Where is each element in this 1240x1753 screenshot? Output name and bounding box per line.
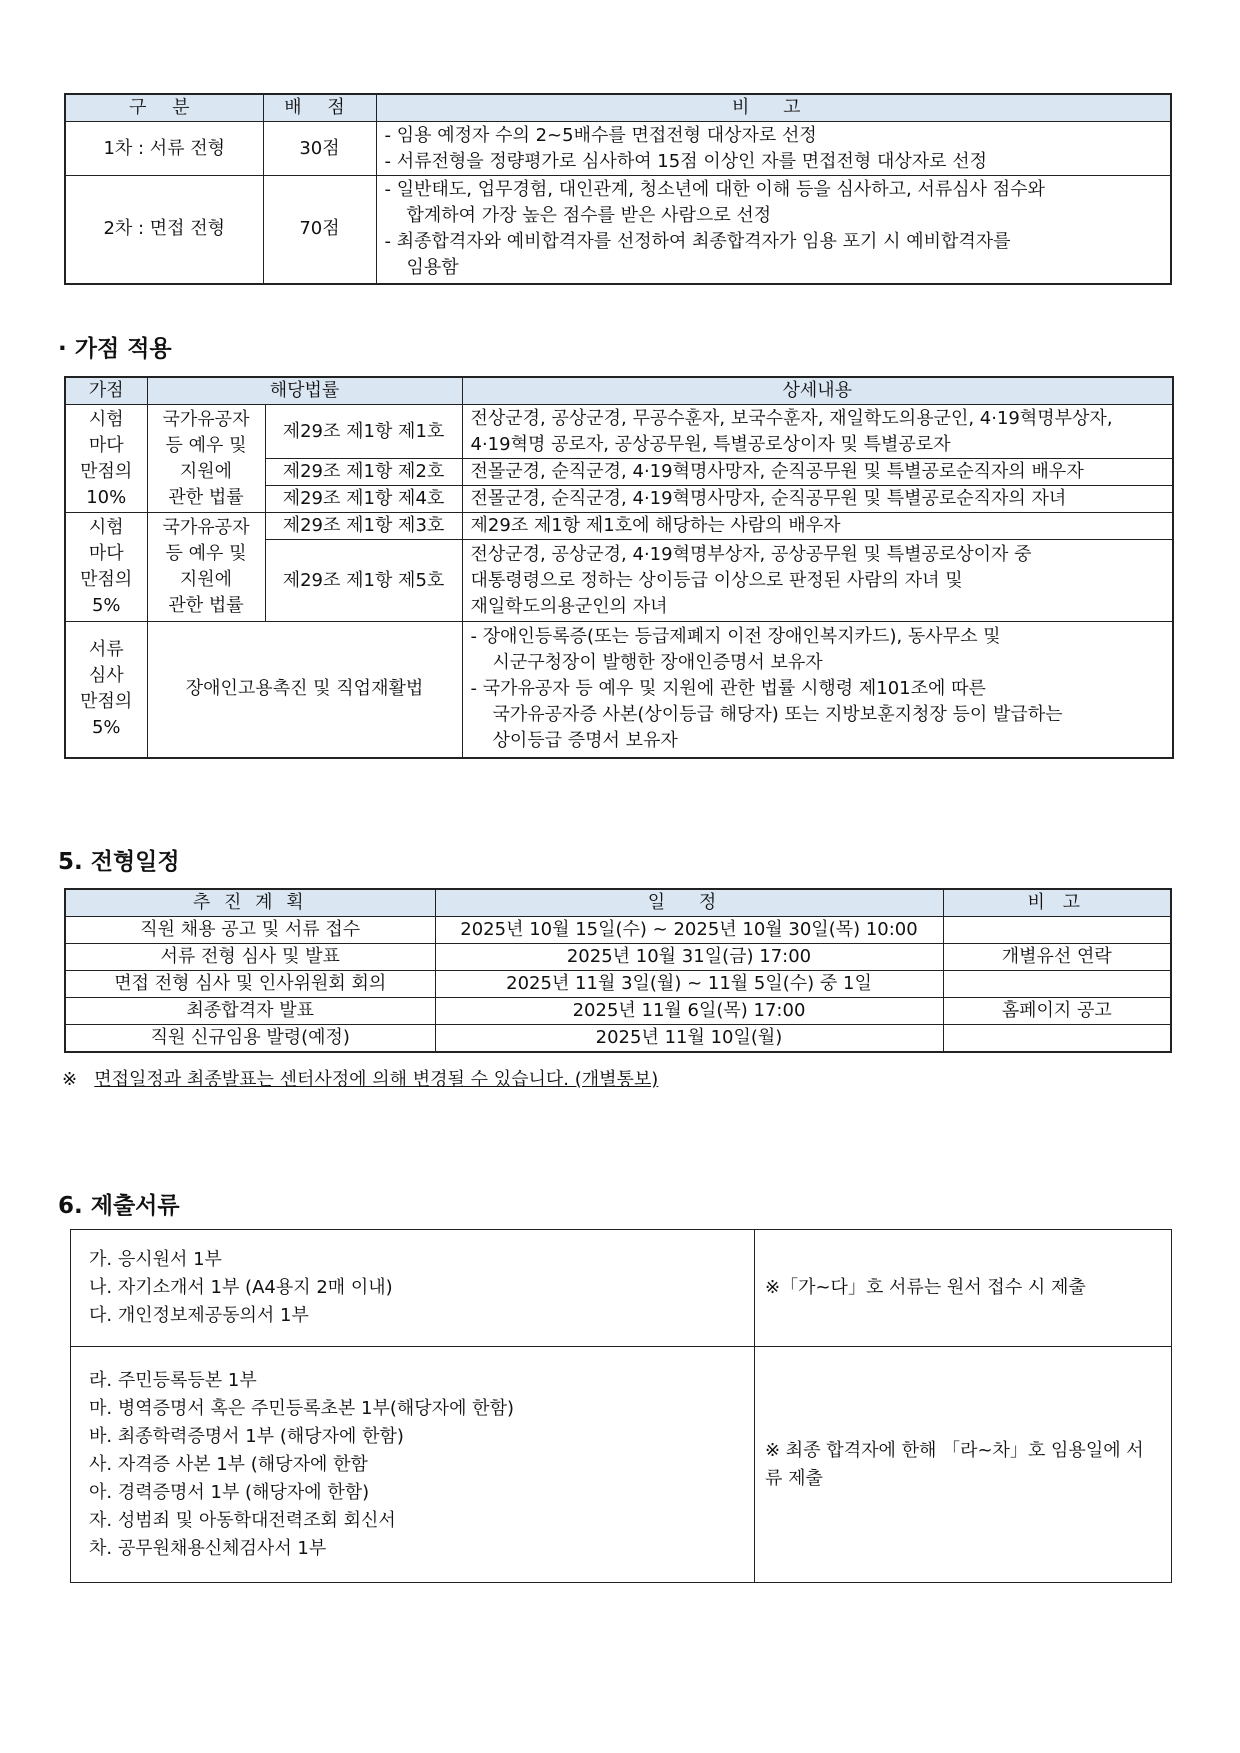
schedule-footnote xyxy=(62,1065,658,1091)
note-cell xyxy=(376,122,1171,176)
detail-cell xyxy=(462,622,1173,758)
col-header: 추 진 계 획 xyxy=(65,889,435,917)
law-cell: 장애인고용촉진 및 직업재활법 xyxy=(147,622,462,758)
law-line: 등 예우 및 xyxy=(165,434,247,456)
note-cell xyxy=(943,1025,1171,1053)
law-line: 지원에 xyxy=(179,460,233,482)
points-line: 서류 xyxy=(88,639,124,661)
bonus-points-cell xyxy=(65,513,147,622)
points-line: 시험 xyxy=(88,517,124,538)
date-cell: 2025년 10월 15일(수) ~ 2025년 10월 30일(목) 10:00 xyxy=(435,917,943,944)
plan-cell: 직원 채용 공고 및 서류 접수 xyxy=(65,917,435,944)
plan-cell: 직원 신규임용 발령(예정) xyxy=(65,1025,435,1053)
col-header: 배 점 xyxy=(263,94,376,122)
law-line: 국가유공자 xyxy=(162,517,250,538)
plan-cell: 면접 전형 심사 및 인사위원회 회의 xyxy=(65,971,435,998)
note-cell xyxy=(376,176,1171,284)
detail-cell xyxy=(462,405,1173,459)
bonus-points-cell xyxy=(65,405,147,513)
note-line: 합계하여 가장 높은 점수를 받은 사람으로 선정 xyxy=(406,205,772,227)
detail-cell: 제29조 제1항 제1호에 해당하는 사람의 배우자 xyxy=(462,513,1173,540)
document-item: 바. 최종학력증명서 1부 (해당자에 한함) xyxy=(89,1425,404,1447)
points-line: 만점의 xyxy=(80,569,133,590)
points-line: 5% xyxy=(91,717,121,739)
score-table xyxy=(64,93,1172,285)
law-cell xyxy=(147,405,265,513)
documents-note-cell: ※ 최종 합격자에 한해 「라~차」호 임용일에 서류 제출 xyxy=(755,1347,1172,1583)
bonus-section-title: · 가점 적용 xyxy=(58,336,172,362)
document-item: 라. 주민등록등본 1부 xyxy=(89,1369,257,1391)
detail-cell xyxy=(462,540,1173,622)
points-line: 마다 xyxy=(88,434,124,456)
documents-list-cell xyxy=(71,1230,755,1347)
law-line: 지원에 xyxy=(179,569,233,590)
points-line: 심사 xyxy=(88,665,124,687)
table-row xyxy=(65,1025,1171,1053)
detail-cell: 전몰군경, 순직군경, 4·19혁명사망자, 순직공무원 및 특별공로순직자의 배우자 xyxy=(462,459,1173,486)
document-item: 아. 경력증명서 1부 (해당자에 한함) xyxy=(89,1481,370,1503)
note-cell xyxy=(943,917,1171,944)
stage-cell: 2차 : 면접 전형 xyxy=(65,176,263,284)
note-line: - 임용 예정자 수의 2~5배수를 면접전형 대상자로 선정 xyxy=(384,124,817,146)
document-item: 차. 공무원채용신체검사서 1부 xyxy=(89,1537,327,1559)
table-row xyxy=(65,944,1171,971)
col-header: 구 분 xyxy=(65,94,263,122)
date-cell: 2025년 11월 10일(월) xyxy=(435,1025,943,1053)
plan-cell: 서류 전형 심사 및 발표 xyxy=(65,944,435,971)
points-line: 시험 xyxy=(88,408,124,430)
points-line: 5% xyxy=(91,595,121,616)
clause-cell: 제29조 제1항 제4호 xyxy=(265,486,462,513)
clause-cell: 제29조 제1항 제1호 xyxy=(265,405,462,459)
stage-cell: 1차 : 서류 전형 xyxy=(65,122,263,176)
document-item: 마. 병역증명서 혹은 주민등록초본 1부(해당자에 한함) xyxy=(89,1397,514,1419)
detail-cell: 전몰군경, 순직군경, 4·19혁명사망자, 순직공무원 및 특별공로순직자의 자녀 xyxy=(462,486,1173,513)
detail-line: 상이등급 증명서 보유자 xyxy=(492,730,678,752)
col-header: 가점 xyxy=(65,377,147,405)
schedule-section-title: 5. 전형일정 xyxy=(58,849,180,875)
detail-line: 시군구청장이 발행한 장애인증명서 보유자 xyxy=(492,652,823,674)
table-row xyxy=(71,1347,1172,1583)
document-item: 나. 자기소개서 1부 (A4용지 2매 이내) xyxy=(89,1277,393,1298)
footnote-mark: ※ xyxy=(62,1069,78,1090)
detail-line: 전상군경, 공상군경, 4·19혁명부상자, 공상공무원 및 특별공로상이자 중 xyxy=(470,543,1032,565)
col-header: 비 고 xyxy=(376,94,1171,122)
points-line: 만점의 xyxy=(80,691,133,713)
date-cell: 2025년 11월 3일(월) ~ 11월 5일(수) 중 1일 xyxy=(435,971,943,998)
footnote-text: 면접일정과 최종발표는 센터사정에 의해 변경될 수 있습니다. (개별통보) xyxy=(94,1069,659,1090)
document-item: 자. 성범죄 및 아동학대전력조회 회신서 xyxy=(89,1509,396,1531)
col-header: 상세내용 xyxy=(462,377,1173,405)
table-row xyxy=(65,513,1173,540)
table-row xyxy=(65,971,1171,998)
note-cell: 홈페이지 공고 xyxy=(943,998,1171,1025)
documents-section-title: 6. 제출서류 xyxy=(58,1193,180,1219)
documents-note-cell: ※「가~다」호 서류는 원서 접수 시 제출 xyxy=(755,1230,1172,1347)
law-cell xyxy=(147,513,265,622)
date-cell: 2025년 10월 31일(금) 17:00 xyxy=(435,944,943,971)
note-cell xyxy=(943,971,1171,998)
document-item: 가. 응시원서 1부 xyxy=(89,1249,222,1270)
note-line: 임용함 xyxy=(406,257,459,279)
note-cell: 개별유선 연락 xyxy=(943,944,1171,971)
documents-list-cell xyxy=(71,1347,755,1583)
score-cell: 30점 xyxy=(263,122,376,176)
score-cell: 70점 xyxy=(263,176,376,284)
col-header: 비 고 xyxy=(943,889,1171,917)
schedule-table xyxy=(64,888,1172,1053)
table-row xyxy=(65,622,1173,758)
clause-cell: 제29조 제1항 제3호 xyxy=(265,513,462,540)
detail-line: - 국가유공자 등 예우 및 지원에 관한 법률 시행령 제101조에 따른 xyxy=(470,678,986,700)
detail-line: - 장애인등록증(또는 등급제폐지 이전 장애인복지카드), 동사무소 및 xyxy=(470,626,1001,648)
law-line: 등 예우 및 xyxy=(165,543,247,564)
points-line: 마다 xyxy=(88,543,124,564)
documents-table xyxy=(70,1229,1172,1583)
table-row xyxy=(65,998,1171,1025)
note-line: - 서류전형을 정량평가로 심사하여 15점 이상인 자를 면접전형 대상자로 선정 xyxy=(384,150,988,172)
detail-line: 대통령령으로 정하는 상이등급 이상으로 판정된 사람의 자녀 및 xyxy=(470,569,963,591)
clause-cell: 제29조 제1항 제5호 xyxy=(265,540,462,622)
detail-line: 전상군경, 공상군경, 무공수훈자, 보국수훈자, 재일학도의용군인, 4·19혁명부상자, xyxy=(470,407,1113,429)
detail-line: 4·19혁명 공로자, 공상공무원, 특별공로상이자 및 특별공로자 xyxy=(470,433,951,455)
col-header: 일 정 xyxy=(435,889,943,917)
note-line: - 일반태도, 업무경험, 대인관계, 청소년에 대한 이해 등을 심사하고, 서류심사 점수와 xyxy=(384,179,1045,201)
detail-line: 재일학도의용군인의 자녀 xyxy=(470,595,668,617)
points-line: 10% xyxy=(86,486,127,508)
law-line: 관한 법률 xyxy=(168,486,244,508)
detail-line: 국가유공자증 사본(상이등급 해당자) 또는 지방보훈지청장 등이 발급하는 xyxy=(492,704,1063,726)
table-row xyxy=(65,405,1173,459)
document-item: 사. 자격증 사본 1부 (해당자에 한함 xyxy=(89,1453,368,1475)
table-row xyxy=(71,1230,1172,1347)
table-row xyxy=(65,122,1171,176)
plan-cell: 최종합격자 발표 xyxy=(65,998,435,1025)
date-cell: 2025년 11월 6일(목) 17:00 xyxy=(435,998,943,1025)
bonus-table xyxy=(64,376,1174,759)
clause-cell: 제29조 제1항 제2호 xyxy=(265,459,462,486)
points-line: 만점의 xyxy=(80,460,133,482)
law-line: 국가유공자 xyxy=(162,408,250,430)
bonus-points-cell xyxy=(65,622,147,758)
document-item: 다. 개인정보제공동의서 1부 xyxy=(89,1305,309,1326)
table-row xyxy=(65,917,1171,944)
law-line: 관한 법률 xyxy=(168,595,244,616)
col-header: 해당법률 xyxy=(147,377,462,405)
note-line: - 최종합격자와 예비합격자를 선정하여 최종합격자가 임용 포기 시 예비합격자를 xyxy=(384,231,1011,253)
table-row xyxy=(65,176,1171,284)
